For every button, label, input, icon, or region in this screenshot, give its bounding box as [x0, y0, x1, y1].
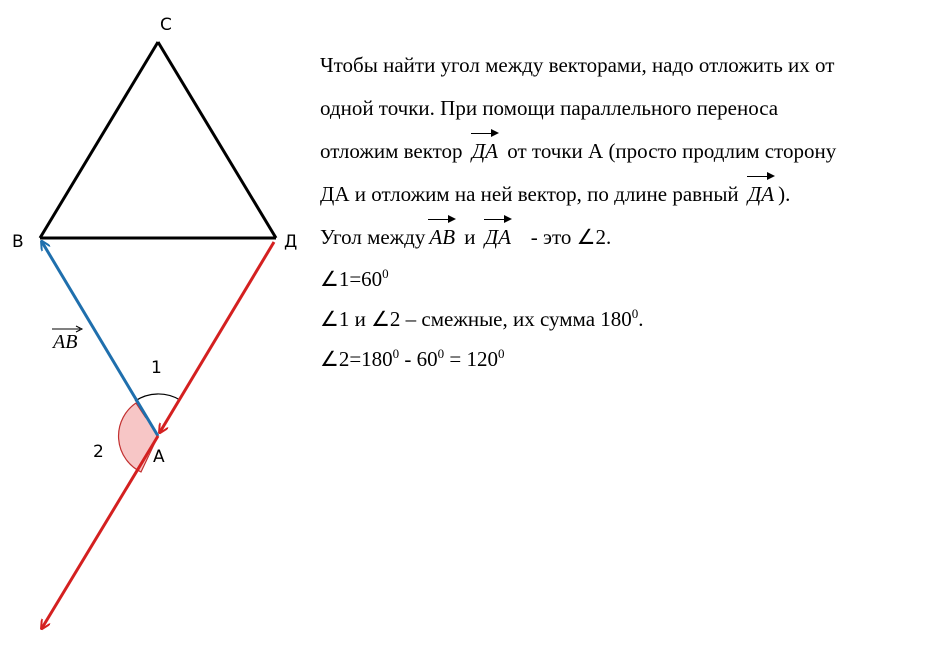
- angle-1-label: 1: [151, 358, 162, 378]
- vector-da-inline: ДА: [471, 130, 499, 173]
- text-line-1: Чтобы найти угол между векторами, надо отложить их от: [320, 53, 835, 77]
- vector-da-line: [160, 242, 274, 432]
- vector-da-inline: ДА: [747, 173, 775, 216]
- side-bc: [40, 42, 158, 238]
- text-line-8: $\angle 2=180^0 - 60^0 = 120^0$: [320, 346, 505, 371]
- point-b-label: В: [12, 232, 24, 252]
- point-c-label: С: [160, 15, 172, 35]
- angle-2-label: 2: [93, 442, 104, 462]
- side-cd: [158, 42, 276, 238]
- text-line-4: ДА и отложим на ней вектор, по длине равный ДА ).: [320, 173, 920, 216]
- text-line-7: ∠1 и ∠2 – смежные, их сумма $180^0$.: [320, 306, 644, 331]
- angle-1-arc: [135, 394, 180, 401]
- vector-ab-label-text: AB: [53, 331, 78, 353]
- vector-ab-inline: AB: [428, 216, 456, 259]
- text-line-3: отложим вектор ДА от точки А (просто продлим сторону: [320, 130, 920, 173]
- point-a-label: А: [153, 447, 165, 467]
- text-line-6: $\angle 1=60^0$: [320, 266, 389, 291]
- explanation-text: [320, 44, 920, 379]
- point-d-label: Д: [284, 232, 298, 252]
- text-line-2: одной точки. При помощи параллельного переноса: [320, 96, 779, 120]
- text-line-5: Угол между AB и ДА - это ∠2.: [320, 216, 920, 259]
- vector-ab-label: [51, 326, 82, 353]
- vector-da-inline: ДА: [484, 216, 512, 259]
- vector-da-translated-line: [42, 436, 158, 628]
